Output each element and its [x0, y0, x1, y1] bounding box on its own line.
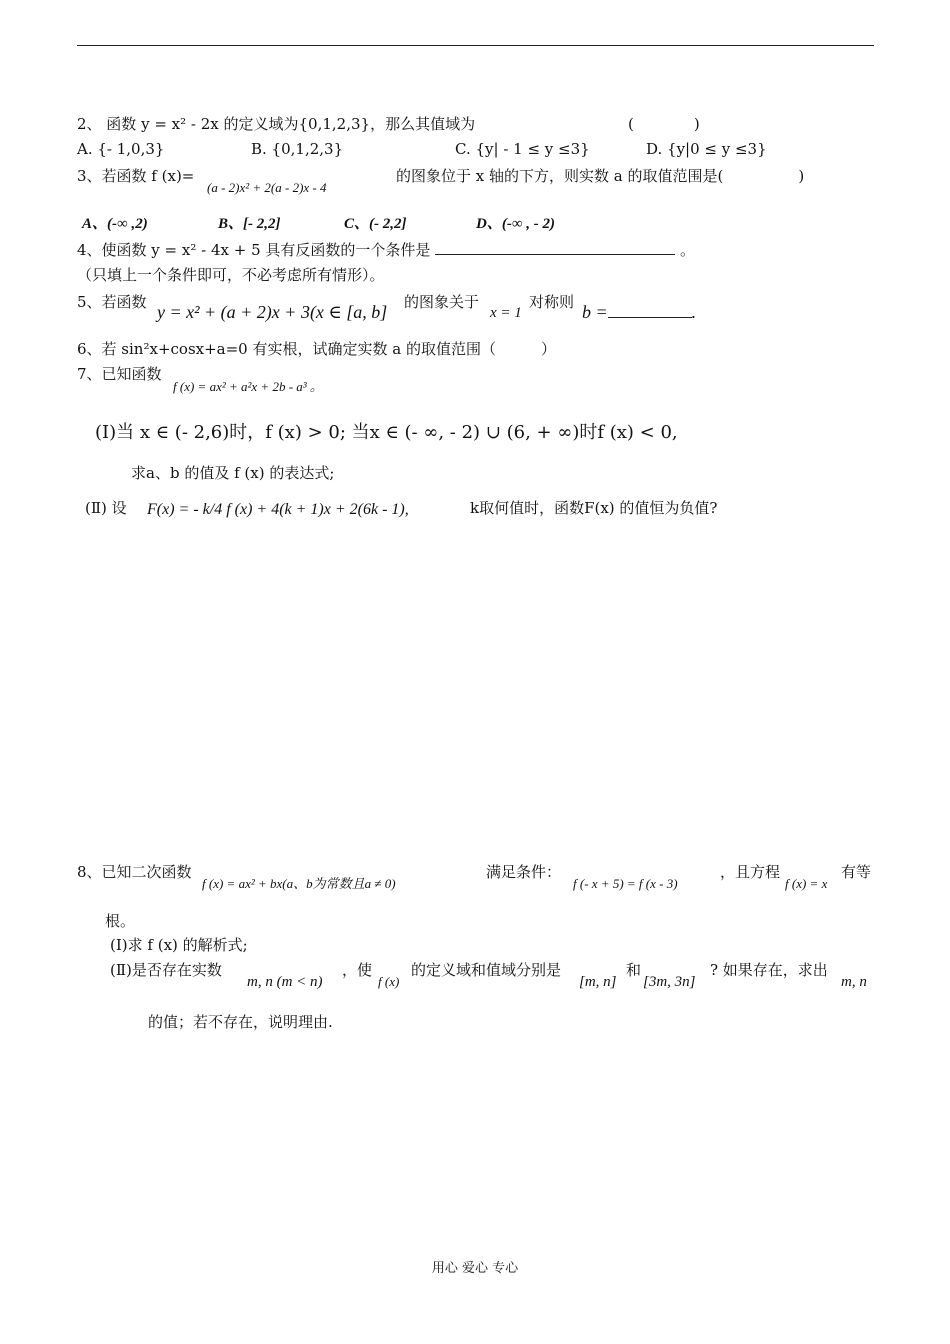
q8-cont: 根。 [105, 912, 136, 930]
q8-part2-mn: m, n (m < n) [247, 974, 323, 990]
q2-stem-text: 2、 函数 y = x² - 2x 的定义域为{0,1,2,3}，那么其值域为 [77, 115, 476, 133]
q2-option-c: C. {y| - 1 ≤ y ≤3} [455, 140, 590, 158]
q5-answer-label [582, 302, 696, 322]
q7-part2-formula: F(x) = - k/4 f (x) + 4(k + 1)x + 2(6k - 1), [147, 501, 409, 518]
q2-stem [77, 114, 475, 134]
q5-answer-blank[interactable] [608, 317, 692, 318]
q8-part2-b: ，使 [342, 961, 373, 979]
q3-option-c: C、(- 2,2] [344, 216, 407, 232]
q7-part2-a: (Ⅱ) 设 [85, 499, 127, 517]
q8-part2-a: (Ⅱ)是否存在实数 [110, 961, 222, 979]
q3-option-a: A、(-∞ ,2) [82, 216, 148, 232]
q3-stem-b: 的图象位于 x 轴的下方，则实数 a 的取值范围是( ) [396, 167, 805, 185]
q7-formula: f (x) = ax² + a²x + 2b - a³ 。 [173, 379, 323, 394]
q8-stem: 8、已知二次函数 [77, 863, 192, 881]
q8-ran: [3m, 3n] [643, 974, 696, 990]
q8-cond-formula: f (- x + 5) = f (x - 3) [573, 876, 678, 891]
q8-eq: f (x) = x [785, 876, 828, 891]
q2-bracket: ( ) [628, 115, 700, 133]
header-rule [77, 45, 874, 46]
q8-and: 和 [626, 961, 642, 979]
q8-part2-d: ? 如果存在，求出 [710, 961, 828, 979]
q6-stem: 6、若 sin²x+cosx+a=0 有实根，试确定实数 a 的取值范围（ ） [77, 340, 556, 358]
q3-option-b: B、[- 2,2] [218, 216, 281, 232]
q8-cond-b: ，且方程 [720, 863, 781, 881]
q4-stem [77, 240, 695, 260]
q2-option-d: D. {y|0 ≤ y ≤3} [646, 140, 767, 158]
q8-cond: 满足条件： [486, 863, 562, 881]
q7-part2-b: k取何值时，函数F(x) 的值恒为负值? [470, 499, 718, 517]
q7-part1b: 求a、b 的值及 f (x) 的表达式; [131, 464, 335, 482]
q2-option-b: B. {0,1,2,3} [251, 140, 344, 158]
q4-note: （只填上一个条件即可，不必考虑所有情形）。 [77, 266, 385, 284]
q5-end: . [691, 302, 697, 322]
q5-answer-text: b = [582, 302, 608, 322]
q3-formula: (a - 2)x² + 2(a - 2)x - 4 [207, 180, 327, 195]
q8-mn2: m, n [841, 974, 867, 990]
q3-option-d: D、(-∞ , - 2) [476, 216, 556, 232]
q8-cond-c: 有等 [841, 863, 872, 881]
q8-part2-f: f (x) [378, 974, 400, 989]
q8-part2-c: 的定义域和值域分别是 [411, 961, 562, 979]
q5-axis: x = 1 [490, 305, 522, 321]
q5-mid: 的图象关于 [404, 293, 480, 311]
q7-stem: 7、已知函数 [77, 365, 162, 383]
q8-formula: f (x) = ax² + bx(a、b为常数且a ≠ 0) [202, 876, 396, 891]
q5-suffix: 对称则 [529, 293, 575, 311]
q7-part1: (Ⅰ)当 x ∈ (- 2,6)时，f (x) > 0; 当x ∈ (- ∞, - 2) ∪ (6, + ∞)时f (x) < 0, [95, 422, 678, 443]
page-footer: 用心 爱心 专心 [431, 1261, 519, 1276]
q8-dom: [m, n] [579, 974, 617, 990]
q8-part2-e: 的值；若不存在，说明理由. [148, 1013, 333, 1031]
q5-formula: y = x² + (a + 2)x + 3(x ∈ [a, b] [157, 302, 388, 322]
q3-stem-a: 3、若函数 f (x)= [77, 167, 195, 185]
q4-stem-text: 4、使函数 y = x² - 4x + 5 具有反函数的一个条件是 [77, 241, 431, 259]
q4-answer-blank[interactable] [435, 254, 675, 255]
q8-part1: (Ⅰ)求 f (x) 的解析式; [110, 936, 248, 954]
q5-prefix: 5、若函数 [77, 293, 147, 311]
q4-end: 。 [679, 241, 695, 259]
q2-option-a: A. {- 1,0,3} [77, 140, 165, 158]
